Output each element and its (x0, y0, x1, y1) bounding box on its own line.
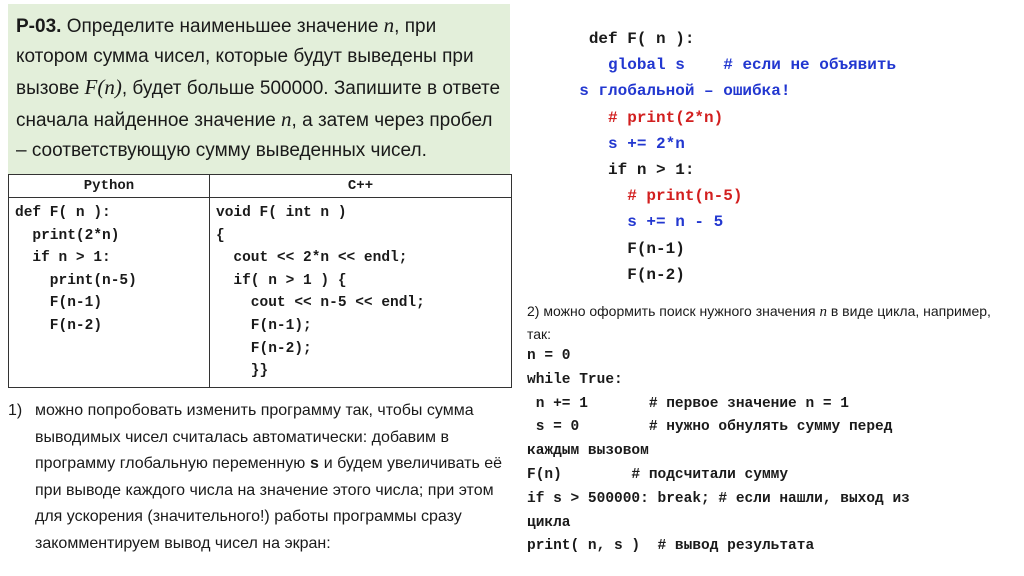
modified-code-block (560, 26, 896, 288)
code-table-header-row (9, 175, 512, 198)
code-line: F(n-2) (627, 265, 685, 284)
code-line: # print(2*n) (608, 108, 724, 127)
code-line: if n > 1: (608, 160, 695, 179)
note-1-text-b: и будем увеличивать её при выводе каждого числа на значение этого числа; при этом для ускорения (значительного!) работы программы сразу закомментируем вывод чисел на экран: (35, 455, 503, 552)
note-1-text (35, 398, 508, 557)
code-line: while True: (527, 371, 623, 388)
code-line: print( n, s ) # вывод результата (527, 538, 815, 555)
note-1 (8, 398, 508, 557)
task-var-n-2: n (281, 107, 292, 131)
code-line: s += 2*n (608, 134, 685, 153)
note-2-var-n: n (819, 304, 827, 320)
note-2-text-b: в виде цикла, например, так: (527, 303, 991, 342)
note-2-text-a: 2) можно оформить поиск нужного значения (527, 303, 820, 319)
task-func-call: F(n) (84, 75, 122, 99)
code-line: F(n) # подсчитали сумму (527, 466, 789, 483)
task-statement (8, 4, 510, 174)
code-table (8, 174, 512, 388)
code-line: n = 0 (527, 348, 571, 364)
cpp-code: void F( int n ) { cout << 2*n << endl; if( n > 1 ) { cout << n-5 << endl; F(n-1); F(n-2); }} (210, 198, 512, 388)
loop-code-block (527, 345, 910, 559)
note-1-number: 1) (8, 402, 23, 419)
note-1-var-s: s (309, 455, 320, 473)
task-text-3: , будет больше 500000. Запишите в ответе сначала найденное значение (16, 78, 501, 131)
code-table-body-row (9, 198, 512, 388)
task-text-4: , а затем через пробел – соответствующую сумму выведенных чисел. (16, 110, 493, 161)
code-line: # print(n-5) (627, 187, 743, 206)
python-code: def F( n ): print(2*n) if n > 1: print(n-5) F(n-1) F(n-2) (9, 198, 210, 388)
code-line: if s > 500000: break; # если нашли, выход из (527, 490, 910, 507)
task-label: Р-03. (16, 16, 62, 37)
code-line: n += 1 # первое значение n = 1 (527, 395, 849, 412)
code-line: def F( n ): (588, 30, 695, 48)
note-1-text-a: можно попробовать изменить программу так, чтобы сумма выводимых чисел считалась автоматически: добавим в программу глобальную переменную (35, 402, 474, 472)
code-line: F(n-1) (627, 239, 685, 258)
note-2 (527, 300, 1007, 345)
code-line: s глобальной – ошибка! (579, 82, 791, 101)
code-line: s += n - 5 (627, 213, 724, 232)
task-text-1: Определите наименьшее значение (61, 16, 384, 37)
header-cpp: C++ (210, 175, 512, 198)
code-line: цикла (527, 514, 571, 531)
task-text-2: , при котором сумма чисел, которые будут выведены при вызове (16, 16, 474, 99)
code-line: каждым вызовом (527, 443, 649, 460)
task-var-n-1: n (383, 13, 395, 37)
code-line: global s # если не объявить (608, 56, 897, 75)
header-python: Python (9, 175, 210, 198)
code-line: s = 0 # нужно обнулять сумму перед (527, 419, 893, 436)
